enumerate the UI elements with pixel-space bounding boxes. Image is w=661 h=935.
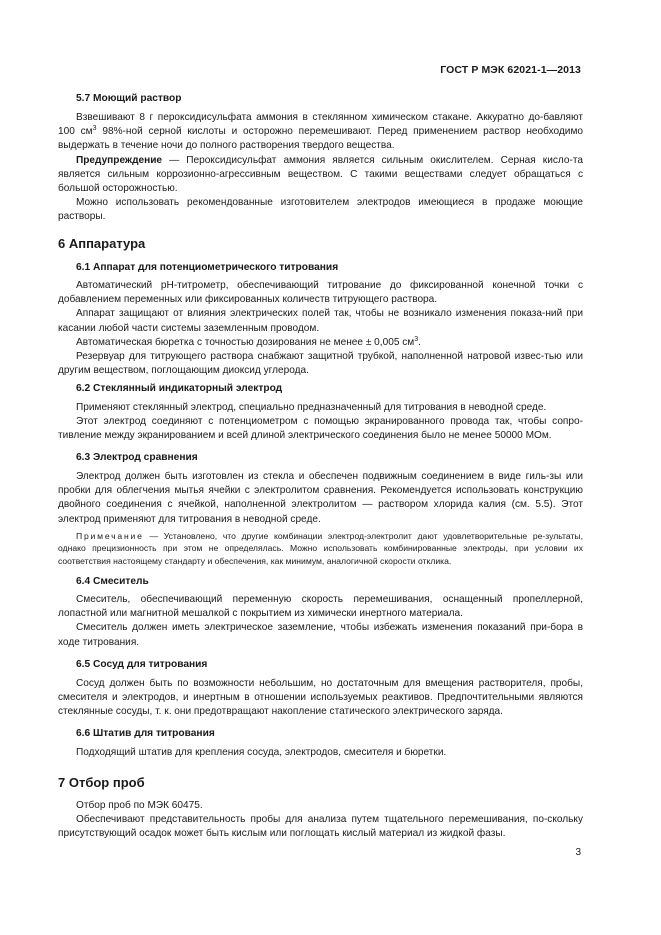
- paragraph: Электрод должен быть изготовлен из стекла и обеспечен подвижным соединением в виде гиль-зы или пробки для облегчения мытья ячейки с электролитом сравнения. Рекомендуется использовать конструкцию двойного соединения с ячейкой, наполненной электролитом — раствором хлорида калия (см. 5.5). Этот электрод применяют для титрования в неводной среде.: [58, 471, 583, 525]
- section-5-7-title: 5.7 Моющий раствор: [76, 93, 182, 104]
- paragraph: Автоматический pH-титрометр, обеспечивающий титрование до фиксированной конечной точки с добавлением переменных или фиксированных количеств титрующего раствора.: [58, 280, 583, 306]
- section-5-7-body: [58, 111, 583, 225]
- paragraph: Смеситель, обеспечивающий переменную скорость перемешивания, оснащенный пропеллерной, лопастной или магнитной мешалкой с покрытием из химически инертного материала.: [58, 594, 583, 620]
- section-6-2-body: [58, 401, 583, 444]
- section-7-body: [58, 799, 583, 842]
- section-6-5-body: [58, 677, 583, 720]
- standard-header: ГОСТ Р МЭК 62021-1—2013: [440, 64, 581, 76]
- section-6-3-title: 6.3 Электрод сравнения: [76, 452, 198, 463]
- paragraph: Смеситель должен иметь электрическое заземление, чтобы избежать изменения показаний при-бора в ходе титрования.: [58, 622, 583, 648]
- note-label: Примечание: [76, 530, 144, 541]
- page-number: 3: [575, 847, 581, 858]
- paragraph: Отбор проб по МЭК 60475.: [76, 800, 203, 811]
- section-6-6-title: 6.6 Штатив для титрования: [76, 728, 215, 739]
- section-6-1-body: [58, 279, 583, 378]
- paragraph: Сосуд должен быть по возможности небольшим, но достаточным для вмещения растворителя, пробы, смесителя и электродов, и инертным в отношении используемых реактивов. Предпочтительными являются стеклянные сосуды, т. к. они предотвращают накопление статического электрического заряда.: [58, 678, 583, 718]
- paragraph: Аппарат защищают от влияния электрических полей так, чтобы не возникало изменения показа-ний при касании любой части системы заземленным проводом.: [58, 308, 583, 334]
- note-paragraph: Примечание — Установлено, что другие комбинации электрод-электролит дают удовлетворительные ре-зультаты, однако прецизионность при этом не определялась. Можно использовать комбинированные электроды, при условии их соответствия настоящему стандарту и обеспечения, как минимум, аналогичной скорости отклика.: [58, 530, 583, 566]
- warning-paragraph: Предупреждение — Пероксидисульфат аммония является сильным окислителем. Серная кисло-та является сильным коррозионно-агрессивным веществом. С такими веществами следует обращаться с большой осторожностью.: [58, 154, 583, 195]
- section-6-title: 6 Аппаратура: [58, 236, 146, 251]
- paragraph: Можно использовать рекомендованные изготовителем электродов имеющиеся в продаже моющие растворы.: [58, 197, 583, 223]
- section-6-2-title: 6.2 Стеклянный индикаторный электрод: [76, 383, 283, 394]
- paragraph: Этот электрод соединяют с потенциометром с помощью экранированного провода так, чтобы сопро-тивление между экранированием и всей длиной электрического соединения было не менее 50000 МОм.: [58, 416, 583, 442]
- section-6-1-title: 6.1 Аппарат для потенциометрического титрования: [76, 262, 339, 273]
- section-6-3-body: [58, 470, 583, 567]
- warning-label: Предупреждение: [76, 154, 163, 166]
- paragraph: Автоматическая бюретка с точностью дозирования не менее ± 0,005 $см^3$.: [76, 335, 421, 348]
- paragraph: Резервуар для титрующего раствора снабжают защитной трубкой, наполненной натровой извес-тью или другим веществом, поглощающим диоксид углерода.: [58, 351, 583, 377]
- paragraph: Обеспечивают представительность пробы для анализа путем тщательного перемешивания, по-скольку присутствующий осадок может быть кислым или поглощать кислый материал из жидкой фазы.: [58, 814, 583, 840]
- section-7-title: 7 Отбор проб: [58, 775, 145, 790]
- section-6-4-title: 6.4 Смеситель: [76, 576, 149, 587]
- paragraph: Применяют стеклянный электрод, специально предназначенный для титрования в неводной среде.: [76, 402, 547, 413]
- paragraph: Подходящий штатив для крепления сосуда, электродов, смесителя и бюретки.: [76, 747, 447, 758]
- section-6-5-title: 6.5 Сосуд для титрования: [76, 659, 208, 670]
- paragraph: Взвешивают 8 г пероксидисульфата аммония в стеклянном химическом стакане. Аккуратно до-бавляют 100 $см^3$ 98%-ной серной кислоты и осторожно перемешивают. Перед применением раствор необходимо выдержать в течение ночи до полного растворения твердого вещества.: [58, 112, 584, 152]
- section-6-6-body: [58, 746, 583, 760]
- section-6-4-body: [58, 593, 583, 650]
